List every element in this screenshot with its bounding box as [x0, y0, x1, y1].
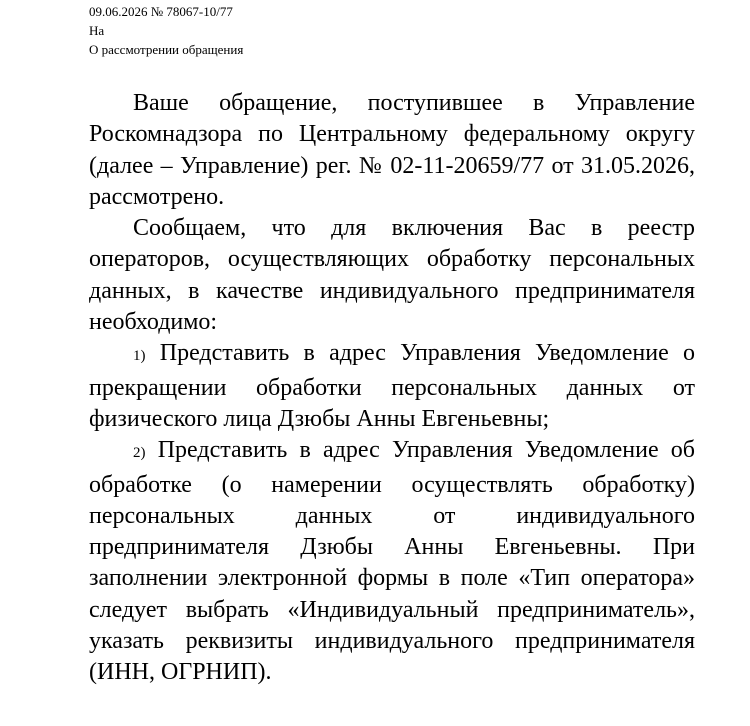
paragraph-requirements-intro: Сообщаем, что для включения Вас в реестр операторов, осуществляющих обработку персональных данных, в качестве индивидуального предпринимателя необходимо:	[89, 215, 695, 336]
list-item-2	[89, 435, 695, 688]
list-marker-2: 2)	[133, 445, 146, 462]
list-item-1	[89, 338, 695, 435]
subject-line: О рассмотрении обращения	[89, 42, 244, 57]
reference-line: На	[89, 23, 105, 38]
paragraph-appeal-received: Ваше обращение, поступившее в Управление Роскомнадзора по Центральному федеральному округу (далее – Управление) рег. № 02-11-20659/77 от 31.05.2026, рассмотрено.	[89, 90, 695, 210]
letter-body	[89, 88, 695, 689]
list-marker-1: 1)	[133, 348, 146, 365]
letter-header	[89, 2, 243, 59]
list-item-2-text: Представить в адрес Управления Уведомление об обработке (о намерении осуществлять обработку) персональных данных от индивидуального предпринимателя Дзюбы Анны Евгеньевны. При заполнении электронной формы в поле «Тип оператора» следует выбрать «Индивидуальный предприниматель», указать реквизиты индивидуального предпринимателя (ИНН, ОГРНИП).	[89, 437, 696, 686]
registration-number: 09.06.2026 № 78067-10/77	[89, 4, 233, 19]
list-item-1-text: Представить в адрес Управления Уведомление о прекращении обработки персональных данных от физического лица Дзюбы Анны Евгеньевны;	[89, 340, 695, 432]
